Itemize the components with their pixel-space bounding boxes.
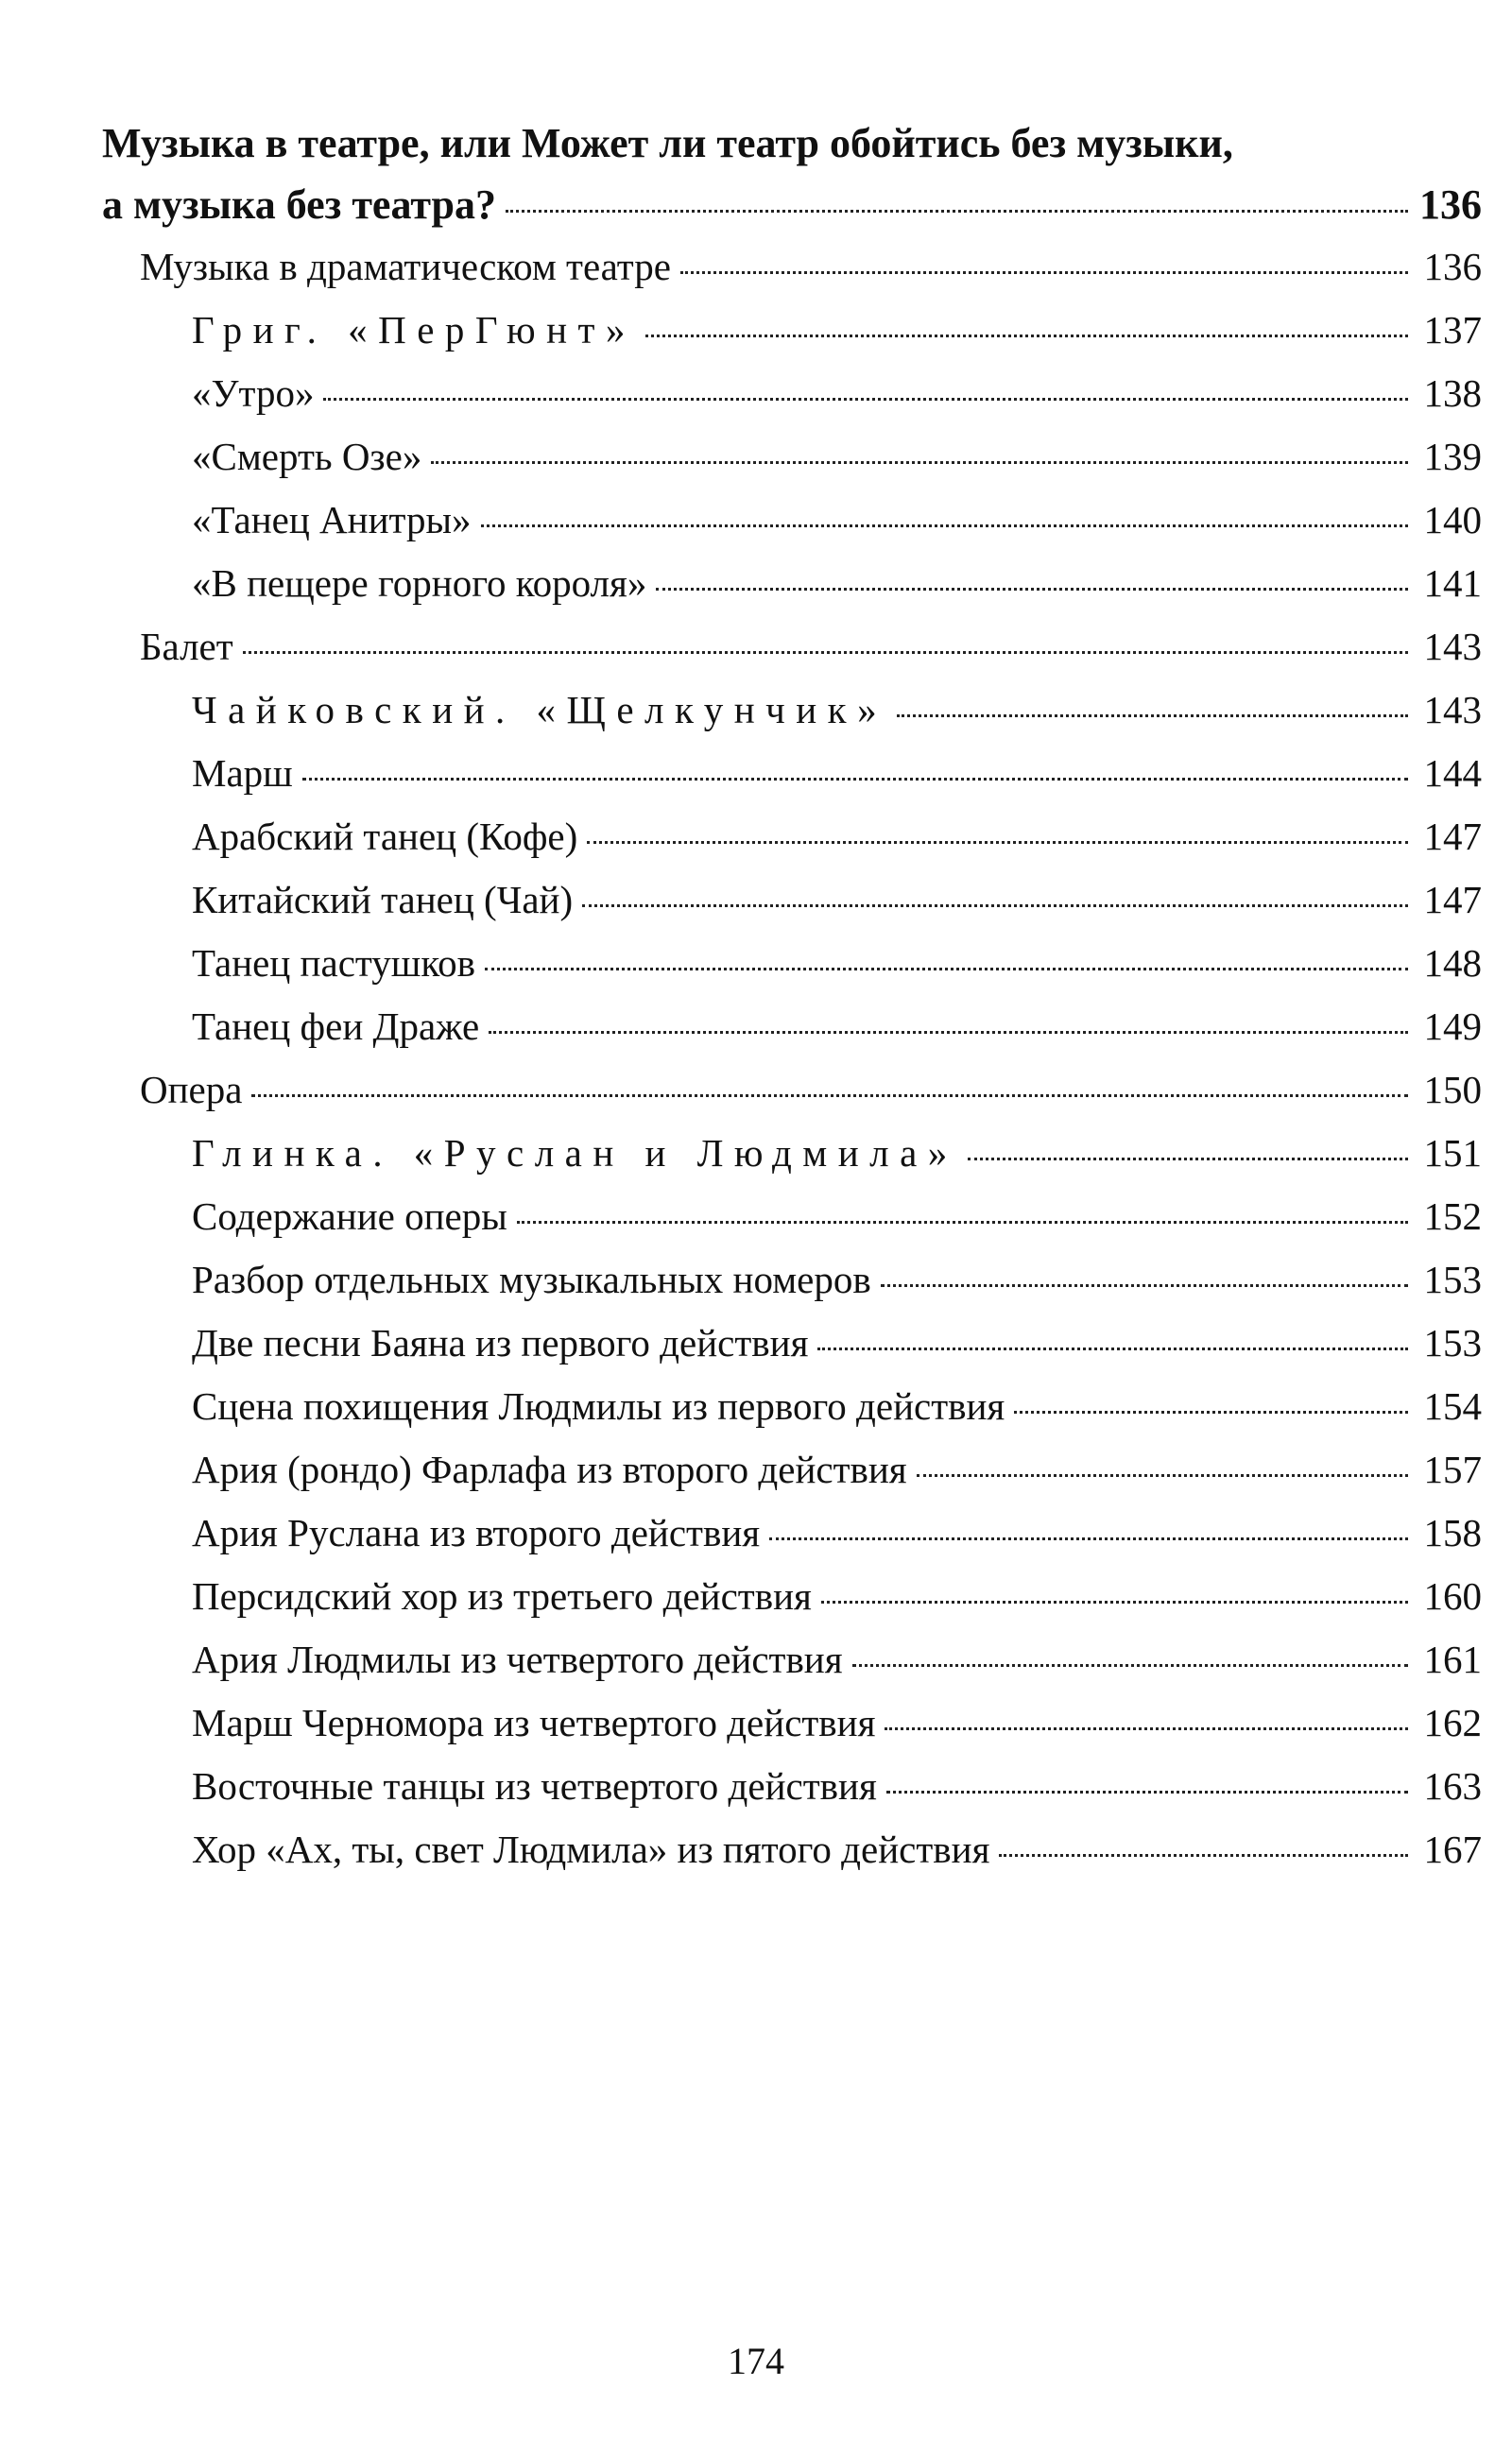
toc-entry-page: 152 xyxy=(1423,1194,1482,1238)
table-of-contents xyxy=(102,117,1482,1890)
dot-leader xyxy=(489,1031,1408,1034)
toc-entry[interactable] xyxy=(102,434,1482,497)
toc-entry-page: 151 xyxy=(1423,1131,1482,1175)
toc-entry-title: Арабский танец (Кофе) xyxy=(192,815,578,858)
toc-entry-title: «Танец Анитры» xyxy=(192,498,472,541)
toc-entry[interactable] xyxy=(102,1510,1482,1573)
dot-leader xyxy=(302,778,1408,781)
dot-leader xyxy=(917,1474,1408,1477)
toc-entry[interactable] xyxy=(102,1320,1482,1383)
toc-entry[interactable] xyxy=(102,624,1482,687)
toc-entry-title: Танец пастушков xyxy=(192,941,476,985)
toc-entry-page: 161 xyxy=(1423,1638,1482,1681)
toc-entry-title: Ария Руслана из второго действия xyxy=(192,1511,761,1554)
toc-entry-title: Китайский танец (Чай) xyxy=(192,878,574,921)
toc-entry[interactable] xyxy=(102,814,1482,877)
toc-entry-title: Восточные танцы из четвертого действия xyxy=(192,1764,877,1808)
toc-entry-title: Хор «Ах, ты, свет Людмила» из пятого действия xyxy=(192,1828,990,1871)
dot-leader xyxy=(680,271,1408,274)
toc-entry-page: 143 xyxy=(1423,625,1482,668)
toc-entry-title: «Смерть Озе» xyxy=(192,435,422,478)
dot-leader xyxy=(968,1158,1408,1160)
toc-entry-title: «Утро» xyxy=(192,371,315,415)
toc-entry-page: 143 xyxy=(1423,688,1482,731)
toc-entry-title: Марш Черномора из четвертого действия xyxy=(192,1701,876,1744)
toc-entry-page: 140 xyxy=(1423,498,1482,541)
toc-entry[interactable] xyxy=(102,307,1482,370)
toc-entry-title: Чайковский. «Щелкунчик» xyxy=(192,688,888,731)
toc-entry-page: 158 xyxy=(1423,1511,1482,1554)
toc-entry[interactable] xyxy=(102,370,1482,434)
toc-entry[interactable] xyxy=(102,1067,1482,1130)
dot-leader xyxy=(243,651,1408,654)
toc-entry-page: 153 xyxy=(1423,1258,1482,1301)
toc-entry-title: Персидский хор из третьего действия xyxy=(192,1574,812,1618)
dot-leader xyxy=(999,1854,1408,1857)
dot-leader xyxy=(817,1348,1408,1350)
toc-entry-title: «В пещере горного короля» xyxy=(192,561,647,605)
dot-leader xyxy=(485,968,1408,970)
toc-entry[interactable] xyxy=(102,940,1482,1004)
toc-entry-title: Балет xyxy=(140,625,233,668)
toc-entry[interactable] xyxy=(102,1130,1482,1193)
toc-entry-page: 138 xyxy=(1423,371,1482,415)
toc-entry-title: Разбор отдельных музыкальных номеров xyxy=(192,1258,871,1301)
dot-leader xyxy=(769,1537,1408,1540)
dot-leader xyxy=(251,1094,1408,1097)
toc-entry-title: Григ. «ПерГюнт» xyxy=(192,308,636,352)
dot-leader xyxy=(506,210,1408,213)
toc-entry-title: Сцена похищения Людмилы из первого действия xyxy=(192,1384,1005,1428)
toc-section-heading: Музыка в театре, или Может ли театр обойтись без музыки, xyxy=(102,120,1233,166)
toc-entry[interactable] xyxy=(102,1193,1482,1257)
dot-leader xyxy=(821,1601,1408,1604)
toc-entry-page: 167 xyxy=(1423,1828,1482,1871)
toc-entry-page: 136 xyxy=(1419,181,1482,228)
toc-entry[interactable] xyxy=(102,877,1482,940)
dot-leader xyxy=(852,1664,1408,1667)
toc-entry[interactable] xyxy=(102,1637,1482,1700)
toc-entry[interactable] xyxy=(102,1763,1482,1827)
toc-entry-page: 163 xyxy=(1423,1764,1482,1808)
toc-entry-page: 162 xyxy=(1423,1701,1482,1744)
toc-entry-title: Танец феи Драже xyxy=(192,1004,480,1048)
toc-entry-page: 153 xyxy=(1423,1321,1482,1365)
toc-entry[interactable] xyxy=(102,244,1482,307)
dot-leader xyxy=(323,398,1408,401)
toc-entry-page: 149 xyxy=(1423,1004,1482,1048)
dot-leader xyxy=(481,524,1408,527)
toc-entry-title: Содержание оперы xyxy=(192,1194,507,1238)
toc-entry-page: 148 xyxy=(1423,941,1482,985)
toc-entry-page: 147 xyxy=(1423,815,1482,858)
toc-entry-title: Марш xyxy=(192,751,293,795)
toc-entry[interactable] xyxy=(102,687,1482,750)
toc-entry[interactable] xyxy=(102,750,1482,814)
dot-leader xyxy=(885,1727,1408,1730)
dot-leader xyxy=(587,841,1408,844)
dot-leader xyxy=(656,588,1408,591)
dot-leader xyxy=(886,1791,1408,1794)
toc-entry-page: 154 xyxy=(1423,1384,1482,1428)
toc-entry-page: 144 xyxy=(1423,751,1482,795)
toc-entry-title: Музыка в драматическом театре xyxy=(140,245,671,288)
toc-entry-page: 137 xyxy=(1423,308,1482,352)
toc-entry[interactable] xyxy=(102,1004,1482,1067)
toc-entry-page: 160 xyxy=(1423,1574,1482,1618)
toc-section-heading-entry[interactable] xyxy=(102,180,1482,244)
toc-entry-title: Ария (рондо) Фарлафа из второго действия xyxy=(192,1448,907,1491)
dot-leader xyxy=(645,335,1408,337)
toc-entry-title: Две песни Баяна из первого действия xyxy=(192,1321,809,1365)
toc-entry[interactable] xyxy=(102,1827,1482,1890)
toc-entry[interactable] xyxy=(102,1700,1482,1763)
dot-leader xyxy=(517,1221,1408,1224)
dot-leader xyxy=(881,1284,1408,1287)
page-number: 174 xyxy=(728,2340,784,2382)
toc-entry-title: Глинка. «Руслан и Людмила» xyxy=(192,1131,958,1175)
toc-entry-page: 141 xyxy=(1423,561,1482,605)
toc-entry-page: 150 xyxy=(1423,1068,1482,1111)
toc-entry[interactable] xyxy=(102,560,1482,624)
toc-entry-page: 136 xyxy=(1423,245,1482,288)
dot-leader xyxy=(1014,1411,1408,1414)
toc-entry[interactable] xyxy=(102,1573,1482,1637)
toc-entry-page: 139 xyxy=(1423,435,1482,478)
toc-entry-title: Ария Людмилы из четвертого действия xyxy=(192,1638,843,1681)
toc-entry-page: 157 xyxy=(1423,1448,1482,1491)
toc-entry[interactable] xyxy=(102,1257,1482,1320)
toc-entry[interactable] xyxy=(102,497,1482,560)
dot-leader xyxy=(582,904,1408,907)
toc-entry-title: Опера xyxy=(140,1068,243,1111)
toc-entry-page: 147 xyxy=(1423,878,1482,921)
toc-entry-title: а музыка без театра? xyxy=(102,181,496,228)
dot-leader xyxy=(897,714,1408,717)
dot-leader xyxy=(431,461,1408,464)
toc-entry[interactable] xyxy=(102,1383,1482,1447)
toc-entry[interactable] xyxy=(102,1447,1482,1510)
